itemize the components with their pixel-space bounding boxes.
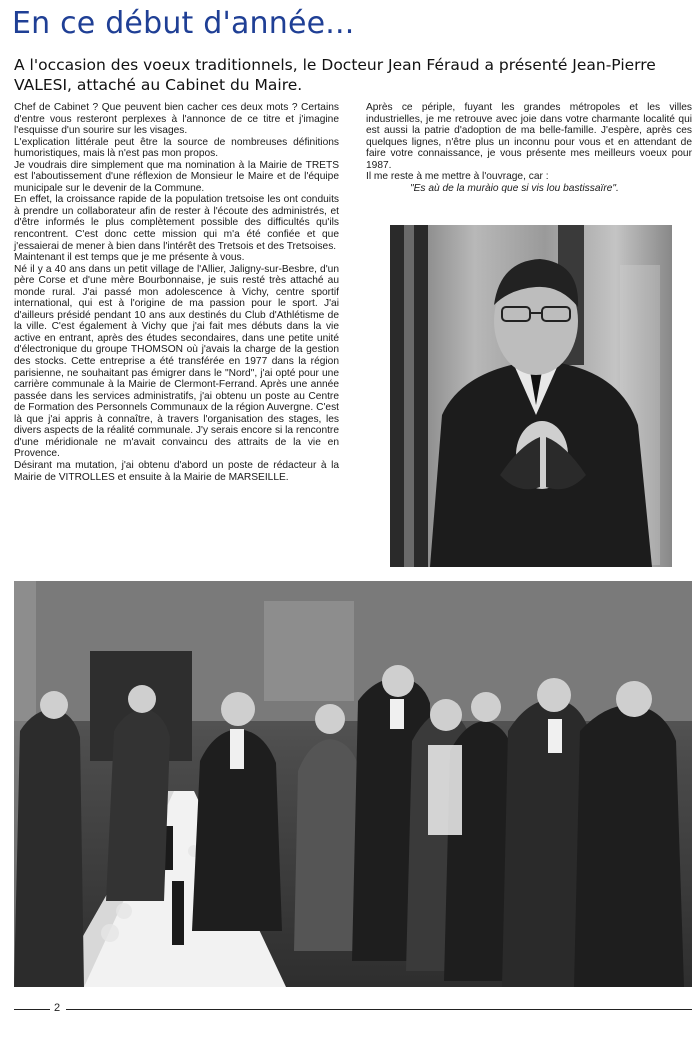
paragraph: Maintenant il est temps que je me présente à vous.	[14, 252, 245, 264]
portrait-illustration	[390, 225, 672, 567]
footer-rule-right	[66, 1009, 692, 1010]
reception-illustration	[14, 581, 692, 987]
portrait-photo	[390, 225, 672, 567]
right-text-column	[366, 102, 692, 194]
paragraph: Je voudrais dire simplement que ma nomination à la Mairie de TRETS est l'aboutissement d'une réflexion de Monsieur le Maire et de l'équipe municipale sur le devenir de la Commune.	[14, 159, 339, 194]
paragraph: En effet, la croissance rapide de la population tretsoise les ont conduits à prendre un collaborateur afin de rester à l'écoute des administrés, et d'être informés le plus complètement possible des difficultés qu'ils rencontrent. C'est donc cette mission qui m'a été confiée et que j'essaierai de mener à bien dans l'intérêt des Tretsois et des Tretsoises.	[14, 194, 339, 252]
paragraph: Né il y a 40 ans dans un petit village de l'Allier, Jaligny-sur-Besbre, d'un père Corse et d'une mère Bourbonnaise, je suis resté très attaché au monde rural. J'ai passé mon adolescence à Vichy, centre sportif international, qui est à l'origine de ma passion pour le sport. J'ai d'ailleurs présidé pendant 10 ans aux destinés du Club d'Athlétisme de la ville. C'est également à Vichy que j'ai fait mes débuts dans la vie active en entrant, après des études secondaires, dans une petite unité d'électronique du groupe THOMSON où j'avais la charge de la gestion des stocks. Cette entreprise a été transférée en 1977 dans la région parisienne, ne souhaitant pas émigrer dans le "Nord", j'ai opté pour une carrière communale à la Mairie de Clermont-Ferrand. Après une année passée dans les services administratifs, j'ai obtenu un poste au Centre de Formation des Personnels Communaux de la région Auvergne. C'est là que j'ai appris à connaître, à travers l'organisation des stages, les divers aspects de la réalité communale. J'y serais encore si la rencontre d'une méridionale ne m'avait convaincu des attraits de la vie en Provence.	[14, 263, 339, 460]
left-text-column	[14, 102, 339, 483]
article-intro: A l'occasion des voeux traditionnels, le Docteur Jean Féraud a présenté Jean-Pierre VALESI, attaché au Cabinet du Maire.	[14, 56, 656, 94]
article-headline: En ce début d'année...	[12, 6, 355, 41]
paragraph: Il me reste à me mettre à l'ouvrage, car :	[366, 171, 549, 183]
footer-rule-left	[14, 1009, 50, 1010]
paragraph: L'explication littérale peut être la source de nombreuses définitions humoristiques, mais là n'est pas mon propos.	[14, 136, 339, 160]
provencal-quote: "Es aù de la muràio que si vis lou bastissaïre".	[410, 182, 619, 194]
paragraph: Chef de Cabinet ? Que peuvent bien cacher ces deux mots ? Certains d'entre vous resteront perplexes à l'annonce de ce titre et j'imagine l'esquisse d'un sourire sur les visages.	[14, 102, 339, 137]
paragraph: Désirant ma mutation, j'ai obtenu d'abord un poste de rédacteur à la Mairie de VITROLLES et ensuite à la Mairie de MARSEILLE.	[14, 459, 339, 483]
page-number: 2	[54, 1002, 61, 1014]
paragraph: Après ce périple, fuyant les grandes métropoles et les villes industrielles, je me retrouve avec joie dans votre charmante localité qui est aussi la patrie d'adoption de ma belle-famille. J'espère, après ces quelques lignes, n'être plus un inconnu pour vous et en attendant de faire votre connaissance, je vous présente mes meilleurs voeux pour 1987.	[366, 102, 692, 171]
reception-photo	[14, 581, 692, 987]
